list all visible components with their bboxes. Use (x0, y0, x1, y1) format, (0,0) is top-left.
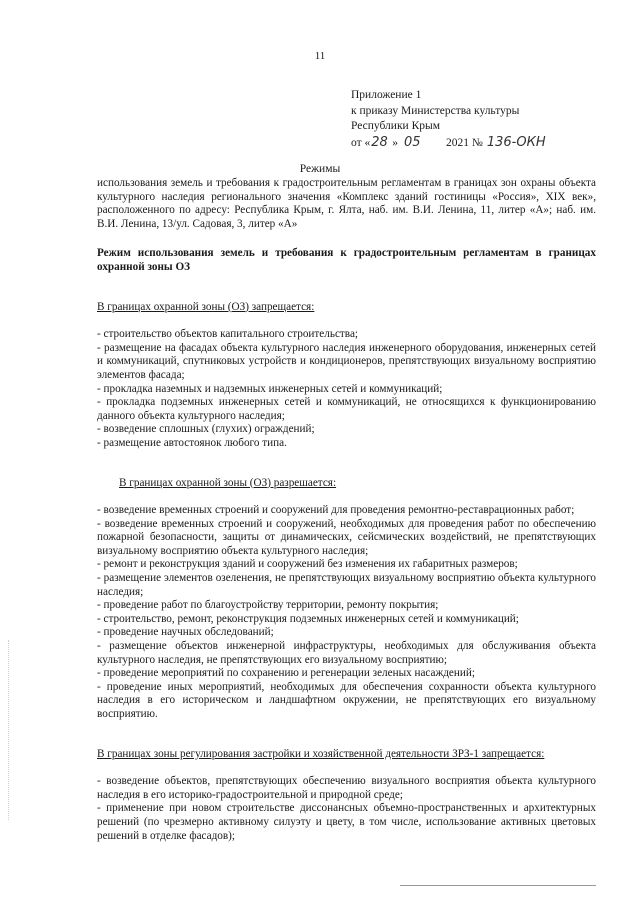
section-2-title: В границах охранной зоны (ОЗ) разрешается: (119, 476, 337, 489)
list-item: - применение при новом строительстве диссонансных объемно-пространственных и архитектурных решений (по чрезмерно активному силуэту и цвету, в том числе, использование активных цветовых решений в отделке фасадов); (97, 802, 596, 842)
appendix-header (351, 88, 546, 151)
list-item: - размещение элементов озеленения, не препятствующих визуальному восприятию объекта культурного наследия; (97, 572, 596, 598)
list-item: - строительство объектов капитального строительства; (97, 328, 359, 341)
list-item: - возведение временных строений и сооружений, необходимых для проведения работ по обеспечению пожарной безопасности, защиты от динамических, сейсмических воздействий, не препятствующих визуальному восприятию объекта культурного наследия; (97, 517, 596, 557)
list-item: - прокладка наземных и надземных инженерных сетей и коммуникаций; (97, 382, 443, 395)
appendix-line-3: Республики Крым (351, 120, 440, 132)
document-title: Режимы (299, 163, 341, 175)
list-item: - размещение на фасадах объекта культурного наследия инженерного оборудования, инженерных сетей и коммуникаций, спутниковых устройств и кондиционеров, препятствующих визуальному восприятию элементов фасада; (97, 341, 596, 381)
appendix-line-2: к приказу Министерства культуры (351, 104, 520, 117)
appendix-line-1: Приложение 1 (351, 89, 422, 101)
list-item: - проведение научных обследований; (97, 626, 274, 639)
list-item: - размещение автостоянок любого типа. (97, 436, 287, 449)
list-item: - проведение иных мероприятий, необходимых для обеспечения сохранности объекта культурного наследия в его историческом и ландшафтном окружении, не препятствующих его визуальному восприятию. (97, 680, 596, 720)
handwritten-day: 28 (371, 134, 388, 150)
document-body (97, 177, 596, 843)
section-3-title: В границах зоны регулирования застройки и хозяйственной деятельности ЗРЗ-1 запрещается: (97, 747, 545, 760)
date-quote-close: » (392, 136, 398, 149)
list-item: - прокладка подземных инженерных сетей и коммуникаций, не относящихся к функционированию данного объекта культурного наследия; (97, 396, 596, 422)
date-prefix: от « (351, 136, 371, 149)
year-text: 2021 № (446, 136, 483, 149)
section-2-list (97, 504, 596, 722)
intro-paragraph: использования земель и требования к градостроительным регламентам в границах зон охраны объекта культурного наследия регионального значения «Комплекс зданий гостиницы «Россия», XIX век», расположенного по адресу: Республика Крым, г. Ялта, наб. им. В.И. Ленина, 11, литер «А»; наб. им. В.И. Ленина, 13/ул. Садовая, 3, литер «А» (97, 177, 596, 230)
page-number: 11 (314, 50, 326, 62)
list-item: - возведение сплошных (глухих) ограждений; (97, 423, 315, 436)
section-1-title: В границах охранной зоны (ОЗ) запрещается: (97, 300, 315, 313)
section-1-list (97, 328, 596, 450)
scan-edge-mark (8, 640, 9, 820)
appendix-date-line (351, 135, 546, 152)
list-item: - возведение временных строений и сооружений для проведения ремонтно-реставрационных работ; (97, 504, 575, 517)
handwritten-number: 136-ОКН (486, 134, 546, 150)
list-item: - проведение работ по благоустройству территории, ремонту покрытия; (97, 599, 439, 612)
list-item: - строительство, ремонт, реконструкция подземных инженерных сетей и коммуникаций; (97, 612, 519, 625)
section-3-list (97, 775, 596, 843)
section-heading: Режим использования земель и требования к градостроительным регламентам в границах охранной зоны ОЗ (97, 247, 596, 273)
list-item: - размещение объектов инженерной инфраструктуры, необходимых для обслуживания объекта культурного наследия, не препятствующих его визуальному восприятию; (97, 640, 596, 666)
handwritten-month: 05 (404, 134, 421, 150)
list-item: - ремонт и реконструкция зданий и сооружений без изменения их габаритных размеров; (97, 558, 518, 571)
list-item: - возведение объектов, препятствующих обеспечению визуального восприятия объекта культурного наследия в его историко-градостроительной и природной среде; (97, 775, 596, 801)
list-item: - проведение мероприятий по сохранению и регенерации зеленых насаждений; (97, 667, 475, 680)
footer-rule (400, 885, 596, 886)
